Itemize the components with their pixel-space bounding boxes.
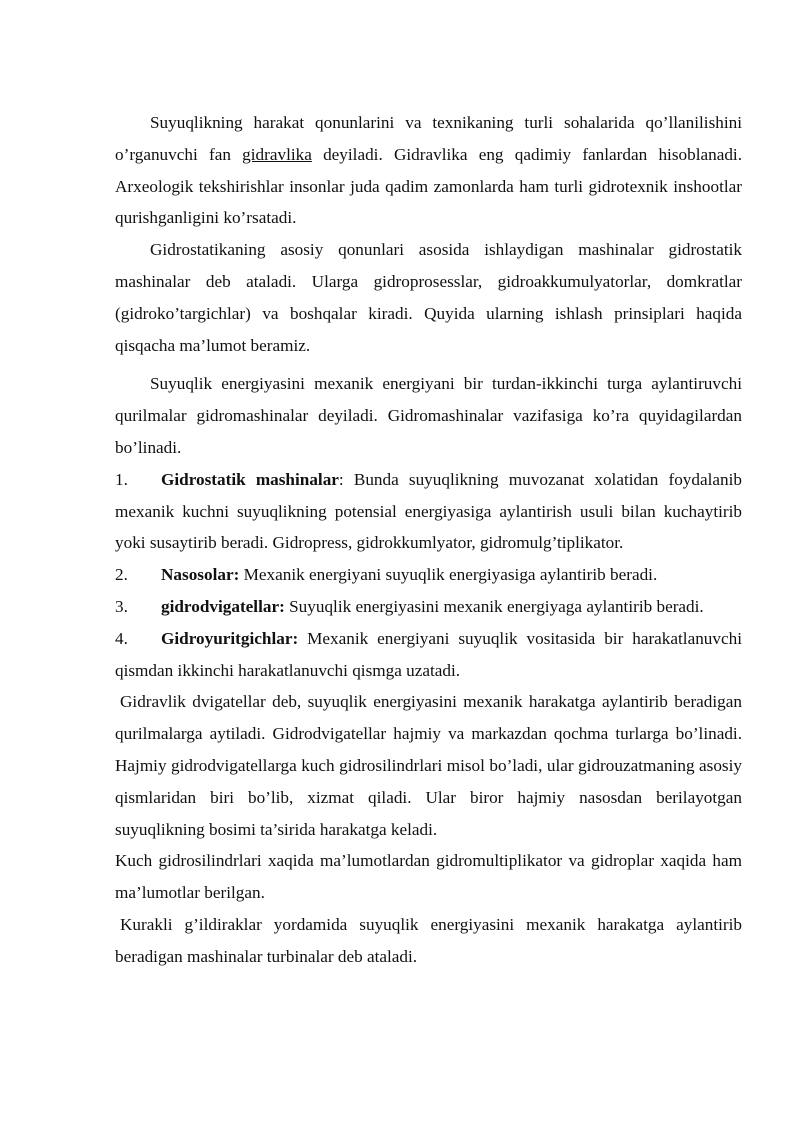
list-item-1 <box>115 464 742 559</box>
paragraph-gidravlik-dvigatellar: Gidravlik dvigatellar deb, suyuqlik energiyasini mexanik harakatga aylantirib beradigan qurilmalarga aytiladi. Gidrodvigatellar hajmiy va markazdan qochma turlarga bo’linadi. Hajmiy gidrodvigatellarga kuch gidrosilindrlari misol bo’ladi, ular gidrouzatmaning asosiy qismlaridan biri bo’lib, xizmat qiladi. Ular biror hajmiy nasosdan berilayotgan suyuqlikning bosimi ta’sirida harakatga keladi. <box>115 692 742 839</box>
list-term: Gidroyuritgichlar: <box>161 628 299 648</box>
paragraph-text: Suyuqlikning harakat qonunlarini va texnikaning turli sohalarida qo’llanilishini o’rganuvchi fan <box>115 113 742 164</box>
list-item-3 <box>115 591 742 623</box>
list-text: Mexanik energiyani suyuqlik energiyasiga aylantirib beradi. <box>239 565 658 585</box>
paragraph-text: deyiladi. Gidravlika eng qadimiy fanlardan hisoblanadi. Arxeologik tekshirishlar insonlar juda qadim zamonlarda ham turli gidrotexnik inshootlar qurishganligini ko’rsatadi. <box>115 144 742 228</box>
list-term: gidrodvigatellar: <box>161 596 285 616</box>
paragraph-gidromashinalar: Suyuqlik energiyasini mexanik energiyani bir turdan-ikkinchi turga aylantiruvchi qurilmalar gidromashinalar deyiladi. Gidromashinalar vazifasiga ko’ra quyidagilardan bo’linadi. <box>115 374 742 457</box>
list-separator: : <box>338 469 344 489</box>
list-text: Suyuqlik energiyasini mexanik energiyaga aylantirib beradi. <box>284 596 704 616</box>
paragraph-turbinalar: Kurakli g’ildiraklar yordamida suyuqlik energiyasini mexanik harakatga aylantirib beradigan mashinalar turbinalar deb ataladi. <box>115 914 742 966</box>
list-number: 2. <box>115 565 128 585</box>
list-text: Bunda suyuqlikning muvozanat xolatidan foydalanib mexanik kuchni suyuqlikning potensial energiyasiga aylantirish usuli bilan kuchaytirib yoki susaytirib beradi. Gidropress, gidrokkumlyator, gidromulg’tiplikator. <box>115 469 742 553</box>
list-number: 3. <box>115 596 128 616</box>
paragraph-kuch-gidrosilindrlari: Kuch gidrosilindrlari xaqida ma’lumotlardan gidromultiplikator va gidroplar xaqida ham ma’lumotlar berilgan. <box>115 851 742 903</box>
document-body <box>115 107 742 973</box>
list-item-4 <box>115 623 742 687</box>
gidravlika-link[interactable]: gidravlika <box>242 144 312 164</box>
list-number: 4. <box>115 628 128 648</box>
paragraph-gidrostatika: Gidrostatikaning asosiy qonunlari asosida ishlaydigan mashinalar gidrostatik mashinalar deb ataladi. Ularga gidroprosesslar, gidroakkumulyatorlar, domkratlar (gidroko’targichlar) va boshqalar kiradi. Quyida ularning ishlash prinsiplari haqida qisqacha ma’lumot beramiz. <box>115 240 742 355</box>
list-term: Nasosolar: <box>161 565 240 585</box>
list-number: 1. <box>115 469 128 489</box>
list-text: Mexanik energiyani suyuqlik vositasida bir harakatlanuvchi qismdan ikkinchi harakatlanuvchi qismga uzatadi. <box>115 628 742 680</box>
paragraph-intro <box>115 107 742 234</box>
list-term: Gidrostatik mashinalar <box>161 469 339 489</box>
list-item-2 <box>115 559 742 591</box>
